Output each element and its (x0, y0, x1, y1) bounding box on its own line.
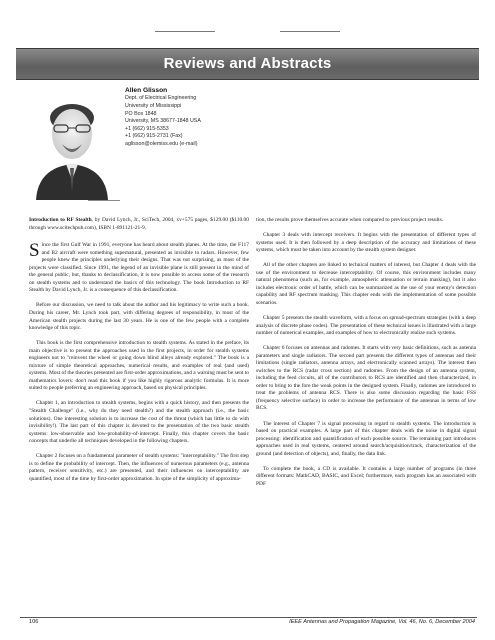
text-column-left (29, 217, 249, 491)
book-reference (29, 217, 249, 232)
editor-city: University, MS 38677-1848 USA (125, 118, 201, 125)
editor-po-box: PO Box 1848 (125, 110, 157, 117)
editor-fax: +1 (662) 915-2731 (Fax) (125, 133, 183, 140)
banner-title: Reviews and Abstracts (163, 55, 332, 72)
paragraph-1 (29, 242, 249, 295)
book-details: , by David Lynch, Jr., SciTech, 2004, xv+575 pages, $129.00 ($110.00 through www.scitechpub.com), ISBN 1-891121-21-9. (29, 217, 249, 231)
drop-cap: S (29, 240, 40, 262)
editor-contact-block (125, 87, 201, 149)
book-title: Introduction to RF Stealth (29, 217, 92, 223)
paragraph-8: All of the other chapters are linked to technical matters of interest, but Chapter 4 deals with the use of the environment to decrease interceptability. Of course, this environment includes many natural phenomena (such as, for example, atmospheric attenuation or terrain masking), but it also includes electronic order of battle, which can be summarized as the use of your enemy's detection capability and RF spectrum masking. This chapter ends with the implementation of some possible scenarios. (256, 262, 476, 306)
editor-name: Allen Glisson (125, 87, 168, 94)
paragraph-4: Chapter 1, an introduction to stealth systems, begins with a quick history, and then presents the "Stealth Challenge" (i.e., why do they need stealth?) and the stealth approach (i.e., the basic solutions). One interesting solution is to increase the cost of the threat (which has little to do with invisibility!). The last part of this chapter is devoted to the presentation of the two basic stealth systems: low-observable and low-probability-of-intercept. Finally, this chapter covers the basic concepts that underlie all techniques developed in the following chapters. (29, 400, 249, 445)
text-column-right (256, 217, 476, 496)
paragraph-7: Chapter 3 deals with intercept receivers. It begins with the presentation of different types of systems used. It is then followed by a deep description of the accuracy and limitations of these systems, which must be taken into account by the stealth system designer. (256, 232, 476, 254)
paragraph-2: Before our discussion, we need to talk about the author and his legitimacy to write such a book. During his career, Mr. Lynch took part, with differing degrees of responsibility, in most of the American stealth projects during the last 30 years. He is one of the few people with a complete knowledge of this topic. (29, 302, 249, 332)
author-photo (28, 84, 116, 200)
editor-phone: +1 (662) 915-5353 (125, 125, 169, 132)
journal-citation: IEEE Antennas and Propagation Magazine, Vol. 46, No. 6, December 2004 (289, 619, 475, 625)
section-banner (16, 48, 479, 80)
paragraph-11: The interest of Chapter 7 is signal processing in regard to stealth systems. The introduction is based on practical examples. A large part of this chapter deals with the noise in digital signal processing: identification and quantification of each possible source. The remaining part introduces approaches used in real systems, centered around search/acquisition/track, characterization of the ground (and detection of objects), and, finally, the data link. (256, 420, 476, 457)
paragraph-9: Chapter 5 presents the stealth waveform, with a focus on spread-spectrum strategies (with a deep analysis of discrete phase codes). The presentation of these technical issues is illustrated with a large number of numerical examples, and examples of how to electronically realize such systems. (256, 314, 476, 337)
paragraph-5: Chapter 2 focuses on a fundamental parameter of stealth systems: "interceptability." The first step is to define the probability of intercept. Then, the influences of numerous parameters (e.g., antenna pattern, receiver sensitivity, etc.) are presented, and their influences on interceptability are quantified, most of the time by first-order approximation. In spite of the simplicity of approxima- (29, 453, 249, 482)
paragraph-1-text: ince the first Gulf War in 1991, everyone has heard about stealth planes. At the time, the F117 and B2 aircraft were something supernatural, presented as invisible to radars. However, few people knew the principles underlying their designs. That was not surprising, as most of the projects were classified. Since 1991, the legend of an invisible plane is still present in the mind of the general public, but, thanks to declassification, it is now possible to access some of the research on stealth systems and to understand the basics of this technology. The book Introduction to RF Stealth by David Lynch, Jr. is a consequence of this declassification. (29, 242, 249, 294)
paragraph-10: Chapter 6 focuses on antennas and radomes. It starts with very basic definitions, such as antenna parameters and single radiators. The second part presents the different types of antennas and their limitations (single radiators, antenna arrays, and electronically scanned arrays). The interest then switches to the RCS (radar cross section) and radomes. From the design of an antenna system, including the feed circuits, all of the contributors to RCS are identified and then characterized, in order to bring to the fore the weak points in the designed system. Finally, radomes are introduced to treat the problems of antenna RCS. There is also some discussion regarding the basic FSS (frequency selective surface) in order to increase the performance of the antennas in terms of low RCS. (256, 345, 476, 412)
footer-rule (20, 617, 477, 618)
top-rule-right (280, 31, 340, 32)
page-number: 106 (29, 619, 39, 625)
paragraph-12: To complete the book, a CD is available. It contains a large number of programs (in three different formats: MathCAD, BASIC, and Excel; furthermore, each program has an associated with PDF (256, 465, 476, 487)
paragraph-6: tion, the results prove themselves accurate when compared to previous project results. (256, 217, 444, 223)
editor-university: University of Mississippi (125, 103, 182, 109)
editor-email[interactable]: aglisson@olemiss.edu (e-mail) (125, 140, 198, 147)
author-portrait-image (28, 84, 116, 200)
top-rule-left (155, 31, 215, 32)
editor-department: Dept. of Electrical Engineering (125, 95, 197, 102)
photo-underline (88, 200, 120, 201)
paragraph-3: This book is the first comprehensive introduction to stealth systems. As stated in the preface, its main objective is to present the approaches used in the first projects, in order for stealth systems engineers not to "reinvent the wheel or going down blind alleys already explored." The book is a mixture of simple theoretical approaches, numerical results, and examples of real (and used) systems. Most of the theories presented are first-order approximations, and a warning must be sent to mathematics lovers: don't read this book if you like highly rigorous analytic formulas. It is more suited to people preferring an engineering approach, based on physical principles. (29, 340, 250, 392)
